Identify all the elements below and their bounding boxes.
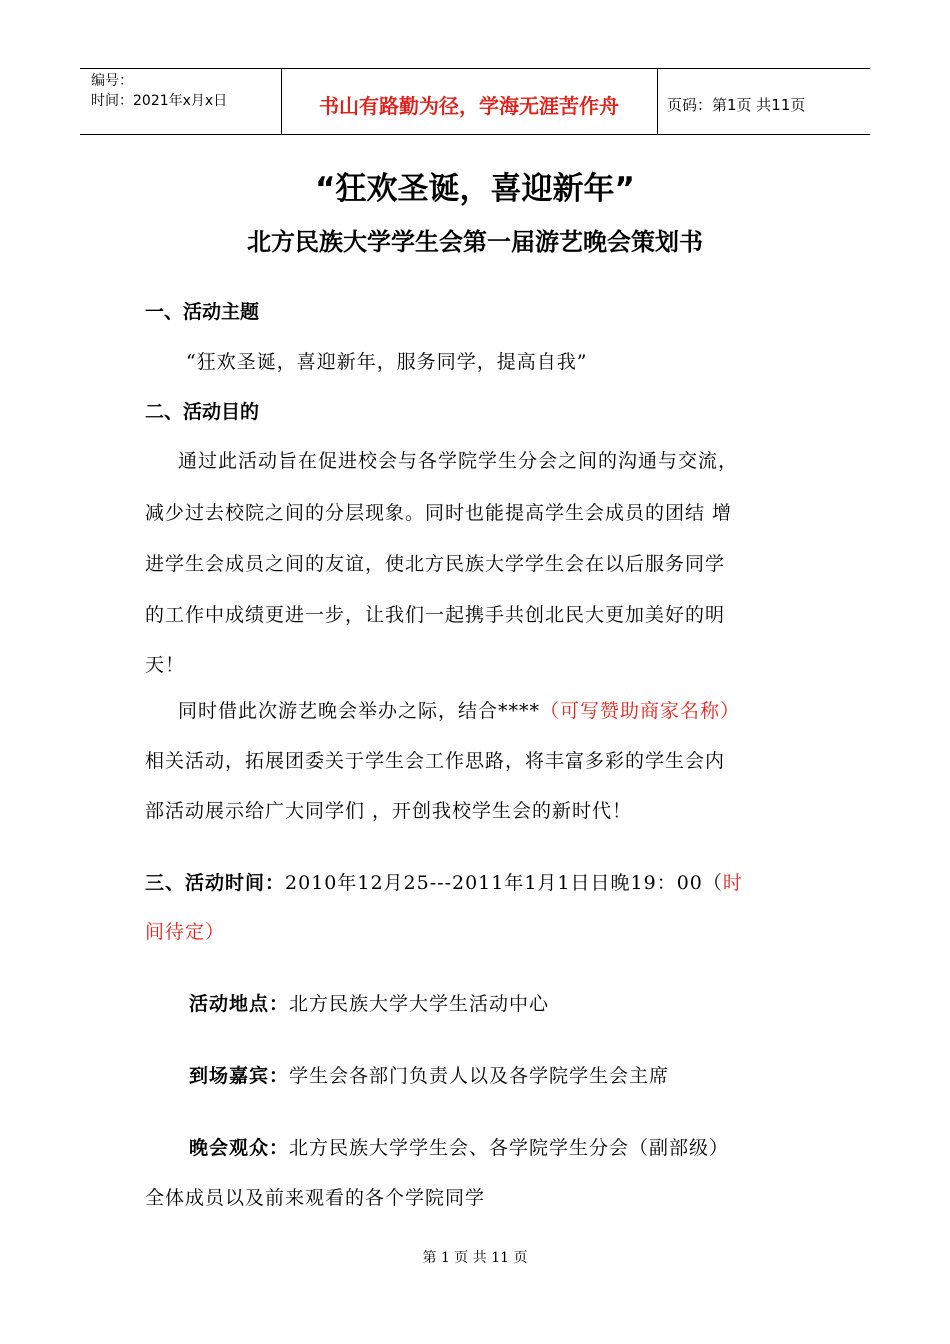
audience-label: 晚会观众： xyxy=(189,1137,290,1159)
audience-line-cont: 全体成员以及前来观看的各个学院同学 xyxy=(145,1187,486,1209)
paragraph-line: 进学生会成员之间的友谊，使北方民族大学学生会在以后服务同学 xyxy=(145,553,726,575)
page-footer: 第 1 页 共 11 页 xyxy=(422,1250,528,1266)
activity-place-line xyxy=(189,989,549,1016)
guests-value: 学生会各部门负责人以及各学院学生会主席 xyxy=(289,1065,670,1087)
paragraph-line: 的工作中成绩更进一步，让我们一起携手共创北民大更加美好的明 xyxy=(145,604,726,626)
guests-label: 到场嘉宾： xyxy=(189,1065,290,1087)
document-subtitle: 北方民族大学学生会第一届游艺晚会策划书 xyxy=(247,228,703,256)
sponsor-placeholder: （可写赞助商家名称） xyxy=(540,700,741,722)
paragraph-line: 天！ xyxy=(145,654,186,676)
header-top-rule xyxy=(80,68,870,69)
serial-number-label: 编号： xyxy=(91,73,133,89)
paragraph-line: 减少过去校院之间的分层现象。同时也能提高学生会成员的团结 增 xyxy=(145,502,733,524)
header-meta xyxy=(91,71,227,111)
document-title: “狂欢圣诞，喜迎新年” xyxy=(315,171,635,207)
activity-time-value: 2010年12月25---2011年1月1日日晚19：00（ xyxy=(285,872,723,894)
header-bottom-rule xyxy=(80,134,870,135)
section-3-heading: 三、活动时间： xyxy=(145,872,286,894)
sponsor-sentence: 同时借此次游艺晚会举办之际，结合**** xyxy=(178,700,541,722)
header-motto: 书山有路勤为径，学海无涯苦作舟 xyxy=(319,94,619,118)
time-pending-note-cont: 间待定） xyxy=(145,921,226,943)
activity-time-line xyxy=(145,868,743,895)
guests-line xyxy=(189,1061,669,1088)
section-1-heading: 一、活动主题 xyxy=(145,301,260,323)
paragraph-line: 相关活动，拓展团委关于学生会工作思路，将丰富多彩的学生会内 xyxy=(145,750,726,772)
paragraph-line: 通过此活动旨在促进校会与各学院学生分会之间的沟通与交流， xyxy=(178,450,739,472)
audience-line xyxy=(189,1133,729,1160)
header-divider-right xyxy=(657,68,658,135)
paragraph-line: 部活动展示给广大同学们 ，开创我校学生会的新时代！ xyxy=(145,800,633,822)
section-1-text: “狂欢圣诞，喜迎新年，服务同学，提高自我” xyxy=(186,351,588,373)
header-page-indicator: 页码：第1页 共11页 xyxy=(667,96,806,114)
paragraph-line xyxy=(178,696,740,723)
section-2-heading: 二、活动目的 xyxy=(145,401,260,423)
place-value: 北方民族大学大学生活动中心 xyxy=(289,993,550,1015)
place-label: 活动地点： xyxy=(189,993,290,1015)
audience-value: 北方民族大学学生会、各学院学生分会（副部级） xyxy=(289,1137,730,1159)
date-label: 时间：2021年x月x日 xyxy=(91,93,228,109)
time-pending-note: 时 xyxy=(722,872,743,894)
